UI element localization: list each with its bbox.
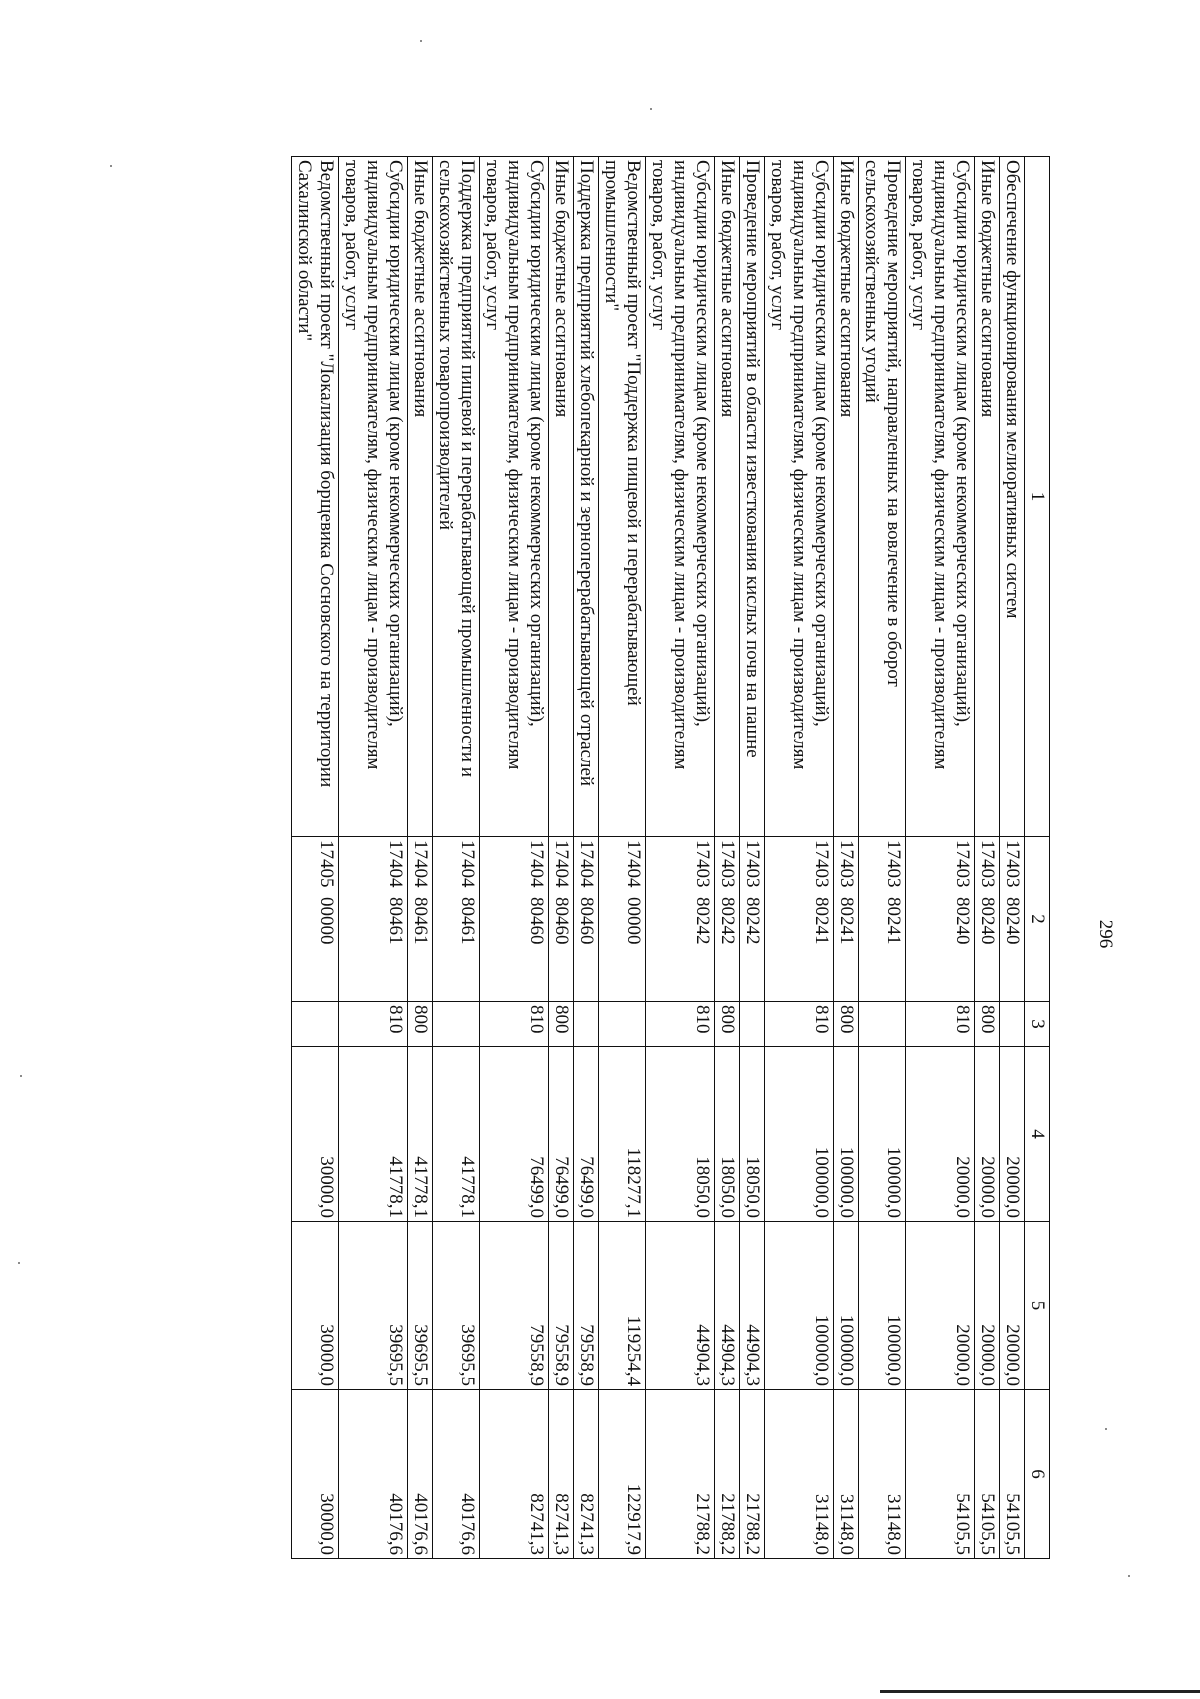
amount-2026-cell: 54105,5 (906, 1390, 975, 1559)
column-header-2: 2 (1025, 837, 1050, 1002)
header-row (1025, 157, 1050, 1559)
amount-2024-cell: 20000,0 (975, 1047, 1000, 1222)
amount-2025-cell: 39695,5 (433, 1222, 480, 1390)
amount-2024-cell: 100000,0 (765, 1047, 834, 1222)
amount-2024-cell: 76499,0 (480, 1047, 549, 1222)
type-cell: 810 (765, 1002, 834, 1047)
item-name-cell: Иные бюджетные ассигнования (834, 157, 859, 837)
item-name-cell: Ведомственный проект "Поддержка пищевой и перерабатывающей промышленности" (599, 157, 646, 837)
scan-speck (20, 1075, 22, 1077)
item-name-cell: Иные бюджетные ассигнования (408, 157, 433, 837)
amount-2025-cell: 20000,0 (975, 1222, 1000, 1390)
amount-2026-cell: 40176,6 (433, 1390, 480, 1559)
type-cell: 800 (549, 1002, 574, 1047)
amount-2024-cell: 20000,0 (1000, 1047, 1025, 1222)
code-cell: 17404 80460 (574, 837, 599, 1002)
item-name-cell: Субсидии юридическим лицам (кроме некоммерческих организаций), индивидуальным предпринимателям, физическим лицам - производителям товаров, работ, услуг (480, 157, 549, 837)
amount-2025-cell: 44904,3 (715, 1222, 740, 1390)
type-cell (574, 1002, 599, 1047)
budget-table (291, 156, 1050, 1559)
table-row (574, 157, 599, 1559)
code-cell: 17403 80242 (715, 837, 740, 1002)
amount-2026-cell: 82741,3 (549, 1390, 574, 1559)
code-cell: 17403 80240 (906, 837, 975, 1002)
amount-2026-cell: 40176,6 (339, 1390, 408, 1559)
scan-speck (1105, 1428, 1107, 1430)
amount-2026-cell: 54105,5 (975, 1390, 1000, 1559)
item-name-cell: Субсидии юридическим лицам (кроме некоммерческих организаций), индивидуальным предпринимателям, физическим лицам - производителям товаров, работ, услуг (906, 157, 975, 837)
item-name-cell: Проведение мероприятий в области известкования кислых почв на пашне (740, 157, 765, 837)
amount-2025-cell: 30000,0 (292, 1222, 339, 1390)
type-cell (433, 1002, 480, 1047)
amount-2024-cell: 41778,1 (433, 1047, 480, 1222)
amount-2025-cell: 100000,0 (834, 1222, 859, 1390)
amount-2026-cell: 40176,6 (408, 1390, 433, 1559)
amount-2025-cell: 119254,4 (599, 1222, 646, 1390)
amount-2026-cell: 31148,0 (834, 1390, 859, 1559)
amount-2024-cell: 18050,0 (715, 1047, 740, 1222)
item-name-cell: Иные бюджетные ассигнования (549, 157, 574, 837)
table-body (292, 157, 1025, 1559)
amount-2026-cell: 54105,5 (1000, 1390, 1025, 1559)
code-cell: 17403 80241 (859, 837, 906, 1002)
amount-2026-cell: 21788,2 (646, 1390, 715, 1559)
amount-2025-cell: 44904,3 (740, 1222, 765, 1390)
type-cell: 810 (646, 1002, 715, 1047)
amount-2026-cell: 21788,2 (740, 1390, 765, 1559)
amount-2024-cell: 118277,1 (599, 1047, 646, 1222)
code-cell: 17404 80460 (480, 837, 549, 1002)
code-cell: 17404 80461 (339, 837, 408, 1002)
amount-2025-cell: 20000,0 (906, 1222, 975, 1390)
amount-2026-cell: 82741,3 (574, 1390, 599, 1559)
amount-2026-cell: 31148,0 (765, 1390, 834, 1559)
amount-2024-cell: 76499,0 (574, 1047, 599, 1222)
amount-2025-cell: 39695,5 (408, 1222, 433, 1390)
code-cell: 17404 00000 (599, 837, 646, 1002)
table-row (765, 157, 834, 1559)
table-row (408, 157, 433, 1559)
type-cell: 810 (339, 1002, 408, 1047)
code-cell: 17403 80242 (646, 837, 715, 1002)
amount-2025-cell: 44904,3 (646, 1222, 715, 1390)
table-row (292, 157, 339, 1559)
amount-2024-cell: 20000,0 (906, 1047, 975, 1222)
item-name-cell: Поддержка предприятий хлебопекарной и зерноперерабатывающей отраслей (574, 157, 599, 837)
amount-2025-cell: 79558,9 (574, 1222, 599, 1390)
code-cell: 17403 80242 (740, 837, 765, 1002)
item-name-cell: Иные бюджетные ассигнования (715, 157, 740, 837)
column-header-6: 6 (1025, 1390, 1050, 1559)
table-row (599, 157, 646, 1559)
scan-speck (650, 108, 652, 110)
column-header-1: 1 (1025, 157, 1050, 837)
item-name-cell: Ведомственный проект "Локализация борщевика Сосновского на территории Сахалинской области" (292, 157, 339, 837)
type-cell (740, 1002, 765, 1047)
amount-2024-cell: 30000,0 (292, 1047, 339, 1222)
type-cell: 810 (480, 1002, 549, 1047)
amount-2025-cell: 20000,0 (1000, 1222, 1025, 1390)
amount-2024-cell: 18050,0 (740, 1047, 765, 1222)
amount-2024-cell: 100000,0 (834, 1047, 859, 1222)
amount-2024-cell: 41778,1 (408, 1047, 433, 1222)
column-header-3: 3 (1025, 1002, 1050, 1047)
amount-2024-cell: 100000,0 (859, 1047, 906, 1222)
code-cell: 17404 80461 (408, 837, 433, 1002)
scan-speck (420, 40, 422, 42)
amount-2025-cell: 39695,5 (339, 1222, 408, 1390)
scan-speck (18, 1262, 20, 1264)
type-cell (599, 1002, 646, 1047)
amount-2024-cell: 18050,0 (646, 1047, 715, 1222)
column-header-5: 5 (1025, 1222, 1050, 1390)
item-name-cell: Обеспечение функционирования мелиоративных систем (1000, 157, 1025, 837)
type-cell: 800 (975, 1002, 1000, 1047)
amount-2026-cell: 30000,0 (292, 1390, 339, 1559)
item-name-cell: Проведение мероприятий, направленных на вовлечение в оборот сельскохозяйственных угодий (859, 157, 906, 837)
amount-2026-cell: 122917,9 (599, 1390, 646, 1559)
table-row (859, 157, 906, 1559)
code-cell: 17404 80460 (549, 837, 574, 1002)
amount-2026-cell: 31148,0 (859, 1390, 906, 1559)
code-cell: 17405 00000 (292, 837, 339, 1002)
code-cell: 17404 80461 (433, 837, 480, 1002)
scan-speck (110, 165, 112, 167)
amount-2026-cell: 21788,2 (715, 1390, 740, 1559)
amount-2024-cell: 41778,1 (339, 1047, 408, 1222)
amount-2025-cell: 100000,0 (765, 1222, 834, 1390)
amount-2026-cell: 82741,3 (480, 1390, 549, 1559)
table-row (834, 157, 859, 1559)
type-cell (292, 1002, 339, 1047)
table-row (646, 157, 715, 1559)
code-cell: 17403 80241 (765, 837, 834, 1002)
item-name-cell: Иные бюджетные ассигнования (975, 157, 1000, 837)
item-name-cell: Субсидии юридическим лицам (кроме некоммерческих организаций), индивидуальным предпринимателям, физическим лицам - производителям товаров, работ, услуг (646, 157, 715, 837)
table-row (549, 157, 574, 1559)
type-cell: 810 (906, 1002, 975, 1047)
table-row (1000, 157, 1025, 1559)
item-name-cell: Субсидии юридическим лицам (кроме некоммерческих организаций), индивидуальным предпринимателям, физическим лицам - производителям товаров, работ, услуг (339, 157, 408, 837)
table-row (480, 157, 549, 1559)
table-row (740, 157, 765, 1559)
type-cell: 800 (715, 1002, 740, 1047)
type-cell: 800 (834, 1002, 859, 1047)
code-cell: 17403 80240 (975, 837, 1000, 1002)
item-name-cell: Поддержка предприятий пищевой и перерабатывающей промышленности и сельскохозяйственных товаропроизводителей (433, 157, 480, 837)
table-row (339, 157, 408, 1559)
table-row (906, 157, 975, 1559)
table-row (975, 157, 1000, 1559)
type-cell (1000, 1002, 1025, 1047)
type-cell (859, 1002, 906, 1047)
scan-speck (1128, 1575, 1130, 1577)
amount-2025-cell: 79558,9 (549, 1222, 574, 1390)
page-number: 296 (1095, 919, 1116, 949)
scan-edge-line (880, 1690, 1200, 1693)
item-name-cell: Субсидии юридическим лицам (кроме некоммерческих организаций), индивидуальным предпринимателям, физическим лицам - производителям товаров, работ, услуг (765, 157, 834, 837)
code-cell: 17403 80241 (834, 837, 859, 1002)
table-row (715, 157, 740, 1559)
table-row (433, 157, 480, 1559)
type-cell: 800 (408, 1002, 433, 1047)
amount-2025-cell: 100000,0 (859, 1222, 906, 1390)
amount-2025-cell: 79558,9 (480, 1222, 549, 1390)
code-cell: 17403 80240 (1000, 837, 1025, 1002)
column-header-4: 4 (1025, 1047, 1050, 1222)
amount-2024-cell: 76499,0 (549, 1047, 574, 1222)
rotated-table-container (87, 156, 1050, 1558)
